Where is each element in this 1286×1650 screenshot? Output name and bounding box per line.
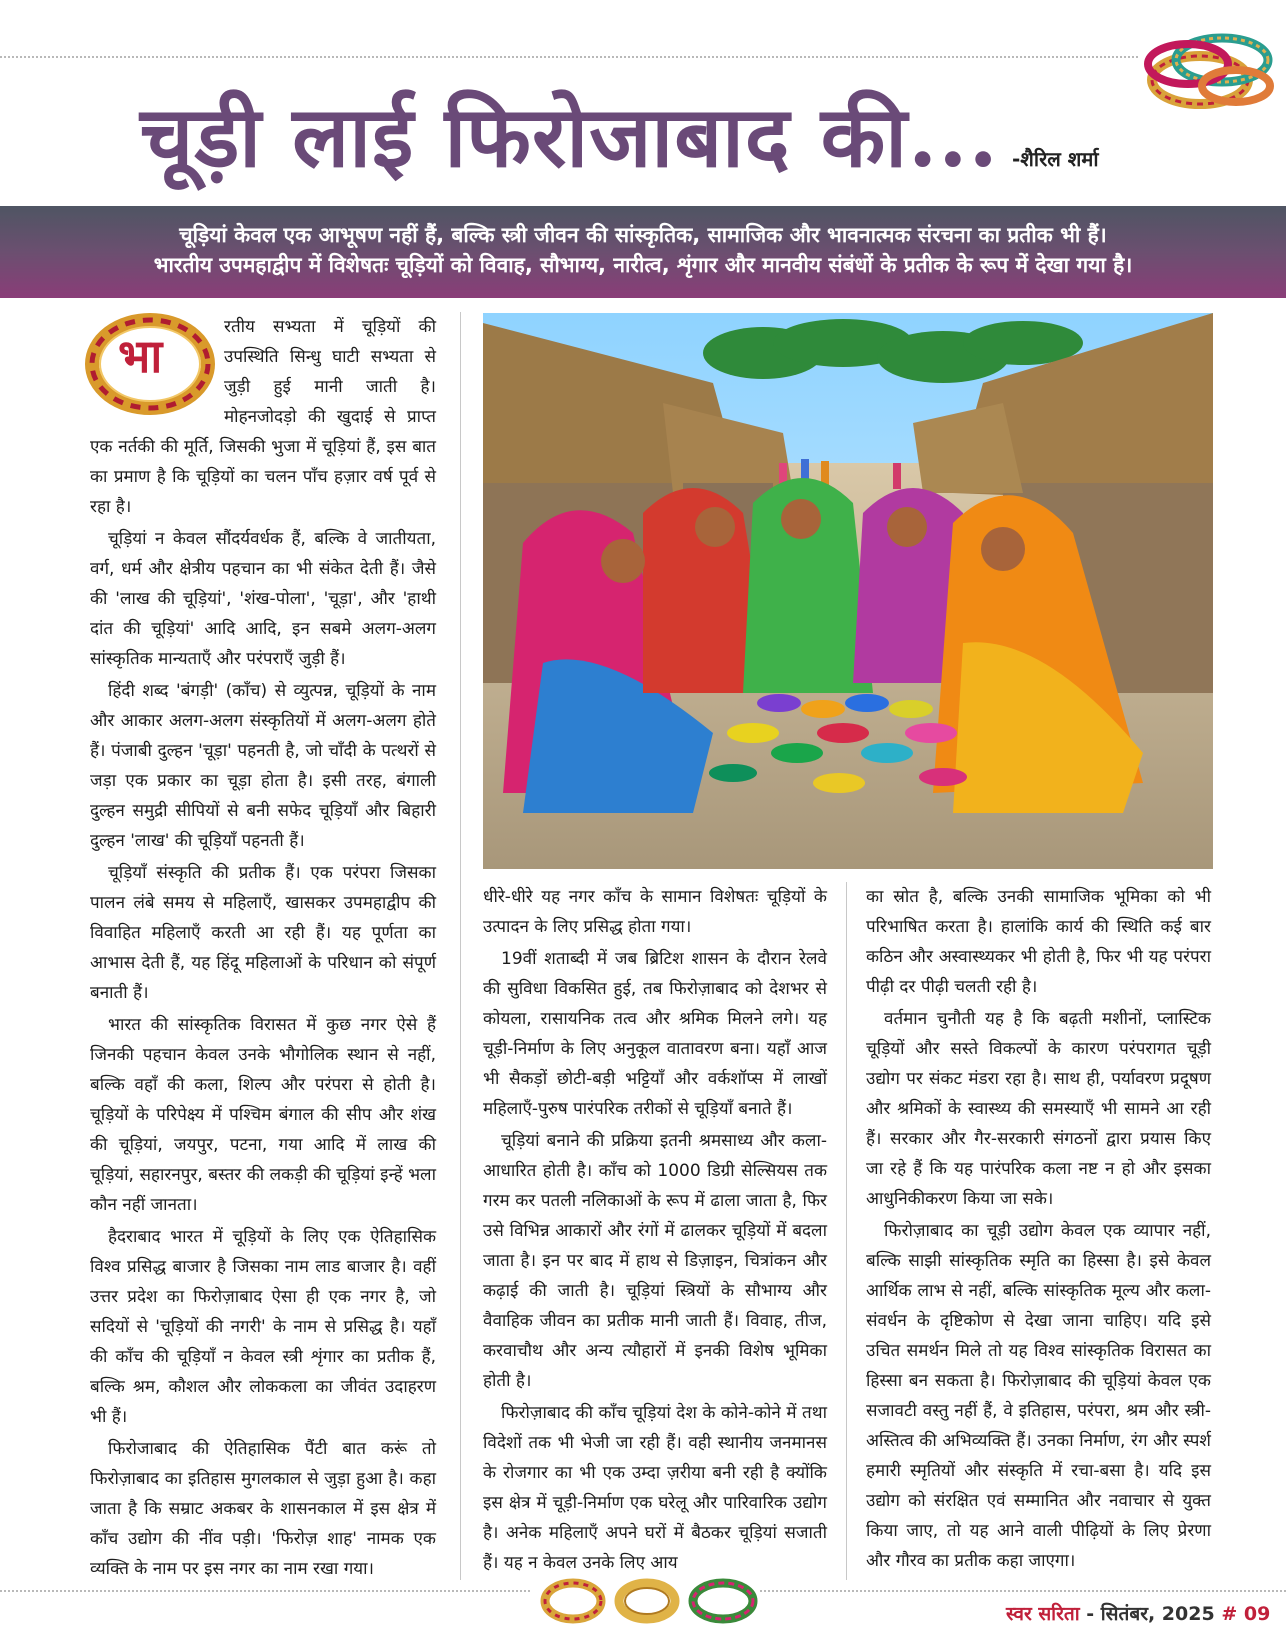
col1-paragraph-5: भारत की सांस्कृतिक विरासत में कुछ नगर ऐसे हैं जिनकी पहचान केवल उनके भौगोलिक स्थान से नहीं, बल्कि वहाँ की कला, शिल्प और परंपरा से होती है। चूड़ियों के परिपेक्ष्य में पश्चिम बंगाल की सीप और शंख की चूड़ियां, जयपुर, पटना, गया आदि में लाख की चूड़ियां, सहारनपुर, बस्तर की लकड़ी की चूड़ियां इन्हें भला कौन नहीं जानता। [90, 1015, 436, 1215]
col1-paragraph-6: हैदराबाद भारत में चूड़ियों के लिए एक ऐतिहासिक विश्व प्रसिद्ध बाजार है जिसका नाम लाड बाजार है। वहीं उत्तर प्रदेश का फिरोज़ाबाद ऐसा ही एक नगर है, जो सदियों से 'चूड़ियों की नगरी' के नाम से प्रसिद्ध है। यहाँ की काँच की चूड़ियाँ न केवल स्त्री शृंगार का प्रतीक हैं, बल्कि श्रम, कौशल और लोककला का जीवंत उदाहरण भी हैं। [90, 1227, 436, 1427]
green-pink-bangle-icon [688, 1576, 758, 1626]
col1-paragraph-7: फिरोजाबाद की ऐतिहासिक पैंटी बात करूं तो फिरोज़ाबाद का इतिहास मुगलकाल से जुड़ा हुआ है। कहा जाता है कि सम्राट अकबर के शासनकाल में इस क्षेत्र में काँच उद्योग की नींव पड़ी। 'फिरोज़ शाह' नामक एक व्यक्ति के नाम पर इस नगर का नाम रखा गया। [90, 1439, 436, 1579]
bottom-dotted-rule-left [0, 1590, 530, 1592]
col2-paragraph-2: 19वीं शताब्दी में जब ब्रिटिश शासन के दौरान रेलवे की सुविधा विकसित हुई, तब फिरोज़ाबाद को देशभर से कोयला, रासायनिक तत्व और श्रमिक मिलने लगे। यह चूड़ी-निर्माण के लिए अनुकूल वातावरण बना। यहाँ आज भी सैकड़ों छोटी-बड़ी भट्टियाँ और वर्कशॉप्स में लाखों महिलाएँ-पुरुष पारंपरिक तरीकों से चूड़ियाँ बनाते हैं। [483, 949, 827, 1119]
women-bangles-village-illustration [483, 313, 1213, 869]
column-divider-1 [460, 312, 461, 1580]
col3-paragraph-3: फिरोज़ाबाद का चूड़ी उद्योग केवल एक व्यापार नहीं, बल्कि साझी सांस्कृतिक स्मृति का हिस्सा है। इसे केवल आर्थिक लाभ से नहीं, बल्कि सांस्कृतिक मूल्य और कला-संवर्धन के दृष्टिकोण से देखा जाना चाहिए। यदि इसे उचित समर्थन मिले तो यह विश्व सांस्कृतिक विरासत का हिस्सा बन सकता है। फिरोज़ाबाद की चूड़ियां केवल एक सजावटी वस्तु नहीं हैं, वे इतिहास, परंपरा, श्रम और स्त्री-अस्तित्व की अभिव्यक्ति हैं। उनका निर्माण, रंग और स्पर्श हमारी स्मृतियों और संस्कृति में रचा-बसा है। यदि इस उद्योग को संरक्षित एवं सम्मानित और नवाचार से युक्त किया जाए, तो यह आने वाली पीढ़ियों के लिए प्रेरणा और गौरव का प्रतीक कहा जाएगा। [866, 1221, 1211, 1571]
gold-bangle-icon [614, 1576, 680, 1626]
gold-bangle-icon [540, 1576, 606, 1626]
page-footer [1006, 1600, 1270, 1626]
col2-paragraph-3: चूड़ियां बनाने की प्रक्रिया इतनी श्रमसाध्य और कला-आधारित होती है। काँच को 1000 डिग्री सेल्सियस तक गरम कर पतली नलिकाओं के रूप में ढाला जाता है, फिर उसे विभिन्न आकारों और रंगों में ढालकर चूड़ियों में बदला जाता है। इन पर बाद में हाथ से डिज़ाइन, चित्रांकन और कढ़ाई की जाती है। चूड़ियां स्त्रियों के सौभाग्य और वैवाहिक जीवन का प्रतीक मानी जाती हैं। विवाह, तीज, करवाचौथ और अन्य त्यौहारों में इनकी विशेष भूमिका होती है। [483, 1131, 827, 1391]
col3-paragraph-2: वर्तमान चुनौती यह है कि बढ़ती मशीनों, प्लास्टिक चूड़ियों और सस्ते विकल्पों के कारण परंपरागत चूड़ी उद्योग पर संकट मंडरा रहा है। साथ ही, पर्यावरण प्रदूषण और श्रमिकों के स्वास्थ्य की समस्याएँ भी सामने आ रही हैं। सरकार और गैर-सरकारी संगठनों द्वारा प्रयास किए जा रहे हैं कि यह पारंपरिक कला नष्ट न हो और इसका आधुनिकीकरण किया जा सके। [866, 1009, 1211, 1209]
bangles-stack-illustration [1140, 24, 1280, 114]
intro-band [0, 206, 1286, 298]
top-dotted-rule [0, 56, 1138, 58]
col1-paragraph-4: चूड़ियाँ संस्कृति की प्रतीक हैं। एक परंपरा जिसका पालन लंबे समय से महिलाएँ, खासकर उपमहाद्वीप की विवाहित महिलाएँ करती आ रही हैं। यह पूर्णता का आभास देती हैं, यह हिंदू महिलाओं के परिधान को संपूर्ण बनाती हैं। [90, 863, 436, 1003]
column-divider-2 [846, 882, 847, 1580]
col2-paragraph-1: धीरे-धीरे यह नगर काँच के सामान विशेषतः चूड़ियों के उत्पादन के लिए प्रसिद्ध होता गया। [483, 887, 827, 937]
issue-date: - सितंबर, 2025 [1079, 1603, 1222, 1625]
intro-line-1: चूड़ियां केवल एक आभूषण नहीं हैं, बल्कि स्त्री जीवन की सांस्कृतिक, सामाजिक और भावनात्मक संरचना का प्रतीक भी हैं। [179, 223, 1107, 247]
article-column-3 [866, 882, 1211, 1576]
col1-paragraph-1: रतीय सभ्यता में चूड़ियों की उपस्थिति सिन्धु घाटी सभ्यता से जुड़ी हुई मानी जाती है। मोहनजोदड़ो की खुदाई से प्राप्त एक नर्तकी की मूर्ति, जिसकी भुजा में चूड़ियां हैं, इस बात का प्रमाण है कि चूड़ियों का चलन पाँच हज़ार वर्ष पूर्व से रहा है। [90, 317, 436, 517]
article-column-1 [90, 312, 436, 1584]
col1-paragraph-2: चूड़ियां न केवल सौंदर्यवर्धक हैं, बल्कि वे जातीयता, वर्ग, धर्म और क्षेत्रीय पहचान का भी संकेत देती हैं। जैसे की 'लाख की चूड़ियां', 'शंख-पोला', 'चूड़ा', और 'हाथी दांत की चूड़ियां' आदि आदि, इन सबमे अलग-अलग सांस्कृतिक मान्यताएँ और परंपराएँ जुड़ी हैं। [90, 529, 436, 669]
magazine-name: स्वर सरिता [1006, 1603, 1080, 1625]
col3-paragraph-1: का स्रोत है, बल्कि उनकी सामाजिक भूमिका को भी परिभाषित करता है। हालांकि कार्य की स्थिति कई बार कठिन और अस्वास्थ्यकर भी होती है, फिर भी यह परंपरा पीढ़ी दर पीढ़ी चलती रही है। [866, 887, 1211, 997]
bottom-dotted-rule-right [760, 1590, 1286, 1592]
dropcap-letter: भा [118, 329, 163, 383]
author-byline: -शैरिल शर्मा [1012, 147, 1099, 171]
article-title: चूड़ी लाई फिरोजाबाद की... [140, 87, 999, 186]
page-number: # 09 [1221, 1603, 1271, 1625]
col2-paragraph-4: फिरोज़ाबाद की काँच चूड़ियां देश के कोने-कोने में तथा विदेशों तक भी भेजी जा रही हैं। वही स्थानीय जनमानस के रोजगार का भी एक उम्दा ज़रीया बनी रही है क्योंकि इस क्षेत्र में चूड़ी-निर्माण एक घरेलू और पारिवारिक उद्योग है। अनेक महिलाएँ अपने घरों में बैठकर चूड़ियां सजाती हैं। यह न केवल उनके लिए आय [483, 1403, 827, 1573]
dropcap-block [84, 308, 216, 416]
intro-line-2: भारतीय उपमहाद्वीप में विशेषतः चूड़ियों को विवाह, सौभाग्य, नारीत्व, शृंगार और मानवीय संबंधों के प्रतीक के रूप में देखा गया है। [153, 253, 1133, 277]
col1-paragraph-3: हिंदी शब्द 'बंगड़ी' (काँच) से व्युत्पन्न, चूड़ियों के नाम और आकार अलग-अलग संस्कृतियों में अलग-अलग होते हैं। पंजाबी दुल्हन 'चूड़ा' पहनती है, जो चाँदी के पत्थरों से जड़ा एक प्रकार का चूड़ा होता है। इसी तरह, बंगाली दुल्हन समुद्री सीपियों से बनी सफेद चूड़ियाँ और बिहारी दुल्हन 'लाख' की चूड़ियाँ पहनती हैं। [90, 681, 436, 851]
article-column-2 [483, 882, 827, 1578]
